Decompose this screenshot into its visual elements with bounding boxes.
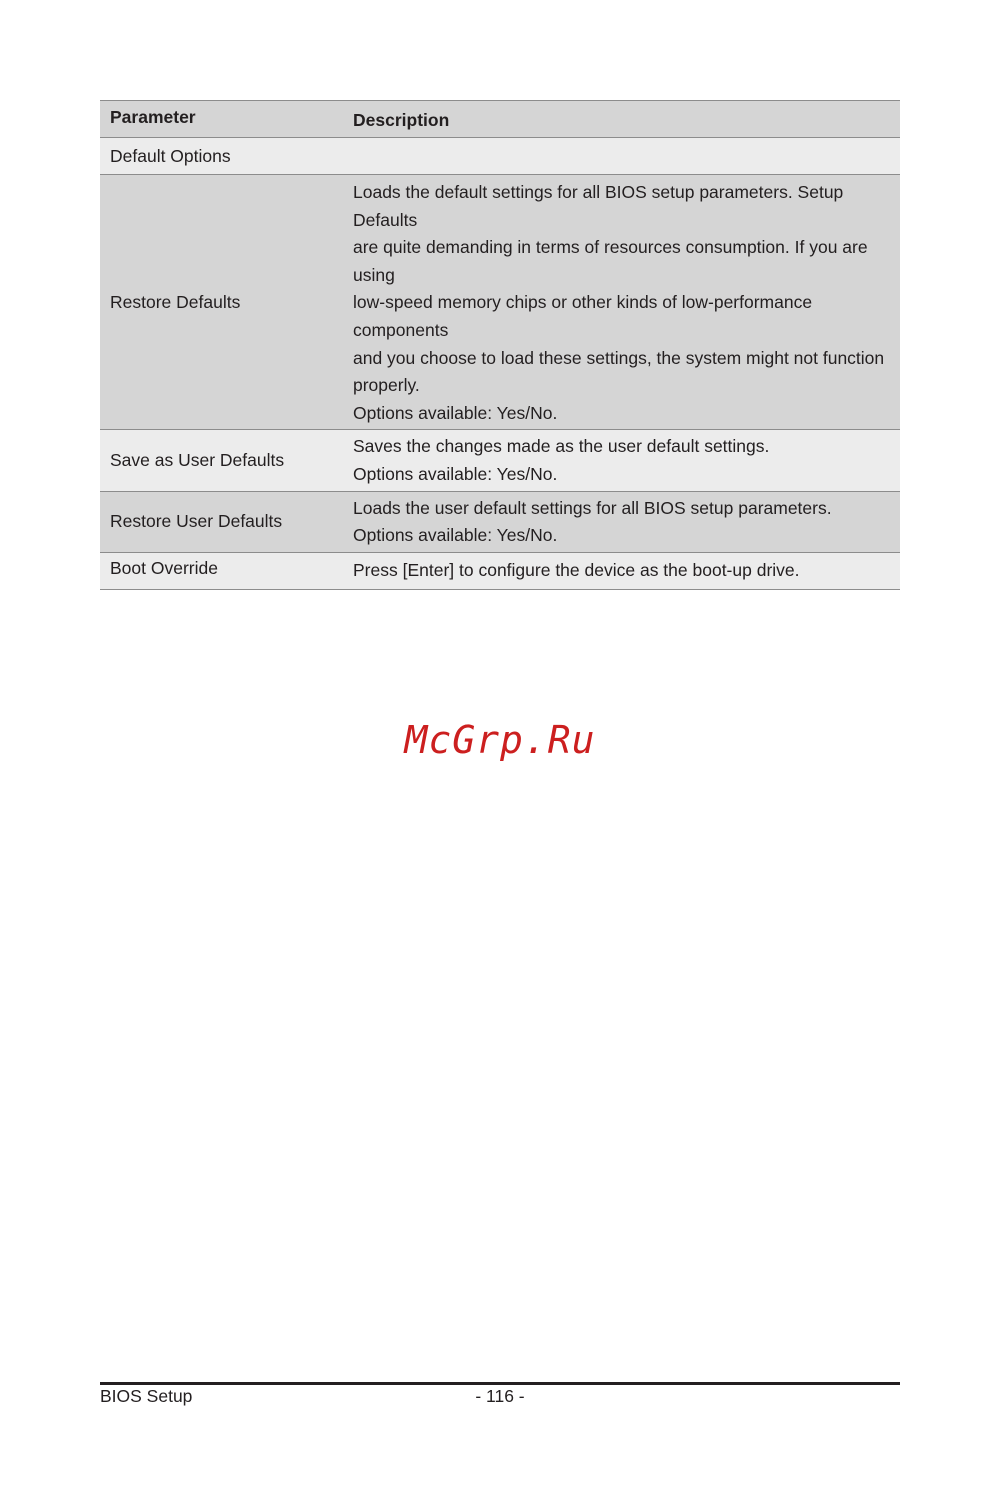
param-save-as-user-defaults: Save as User Defaults: [100, 430, 353, 491]
section-row: [100, 138, 900, 175]
table-row-boot-override: [100, 552, 900, 589]
param-restore-defaults: Restore Defaults: [100, 175, 353, 430]
header-description-label: Description: [353, 109, 450, 130]
desc-line: and you choose to load these settings, the system might not function: [353, 347, 885, 368]
desc-restore-defaults: [353, 175, 900, 430]
table-header-row: [100, 101, 900, 138]
desc-line: properly.: [353, 375, 420, 396]
table-row-restore-user-defaults: [100, 491, 900, 552]
desc-restore-user-defaults: [353, 491, 900, 552]
footer-section-title: BIOS Setup: [100, 1386, 193, 1406]
table-row-restore-defaults: [100, 175, 900, 430]
footer-divider: [100, 1382, 900, 1385]
header-parameter-label: Parameter: [110, 106, 196, 127]
param-restore-user-defaults: Restore User Defaults: [100, 491, 353, 552]
parameter-table: [100, 100, 900, 590]
desc-boot-override: [353, 552, 900, 589]
desc-line: are quite demanding in terms of resources consumption. If you are using: [353, 237, 868, 285]
footer-page-number: - 116 -: [475, 1386, 525, 1406]
desc-line: low-speed memory chips or other kinds of low-performance components: [353, 292, 813, 340]
desc-save-as-user-defaults: [353, 430, 900, 491]
watermark-logo: McGrp.Ru: [404, 718, 596, 762]
desc-line: Options available: Yes/No.: [353, 463, 558, 484]
desc-line: Loads the user default settings for all BIOS setup parameters.: [353, 497, 832, 518]
header-description: [353, 101, 900, 138]
section-empty-cell: [353, 138, 900, 175]
desc-line: Options available: Yes/No.: [353, 525, 558, 546]
desc-line: Press [Enter] to configure the device as the boot-up drive.: [353, 559, 800, 580]
table-row-save-as-user-defaults: [100, 430, 900, 491]
desc-line: Options available: Yes/No.: [353, 402, 558, 423]
param-boot-override: [100, 552, 353, 589]
desc-line: Saves the changes made as the user default settings.: [353, 436, 770, 457]
section-title: Default Options: [100, 138, 353, 175]
param-boot-override-label: Boot Override: [110, 558, 218, 579]
header-parameter: [100, 101, 353, 138]
desc-line: Loads the default settings for all BIOS setup parameters. Setup Defaults: [353, 182, 844, 230]
